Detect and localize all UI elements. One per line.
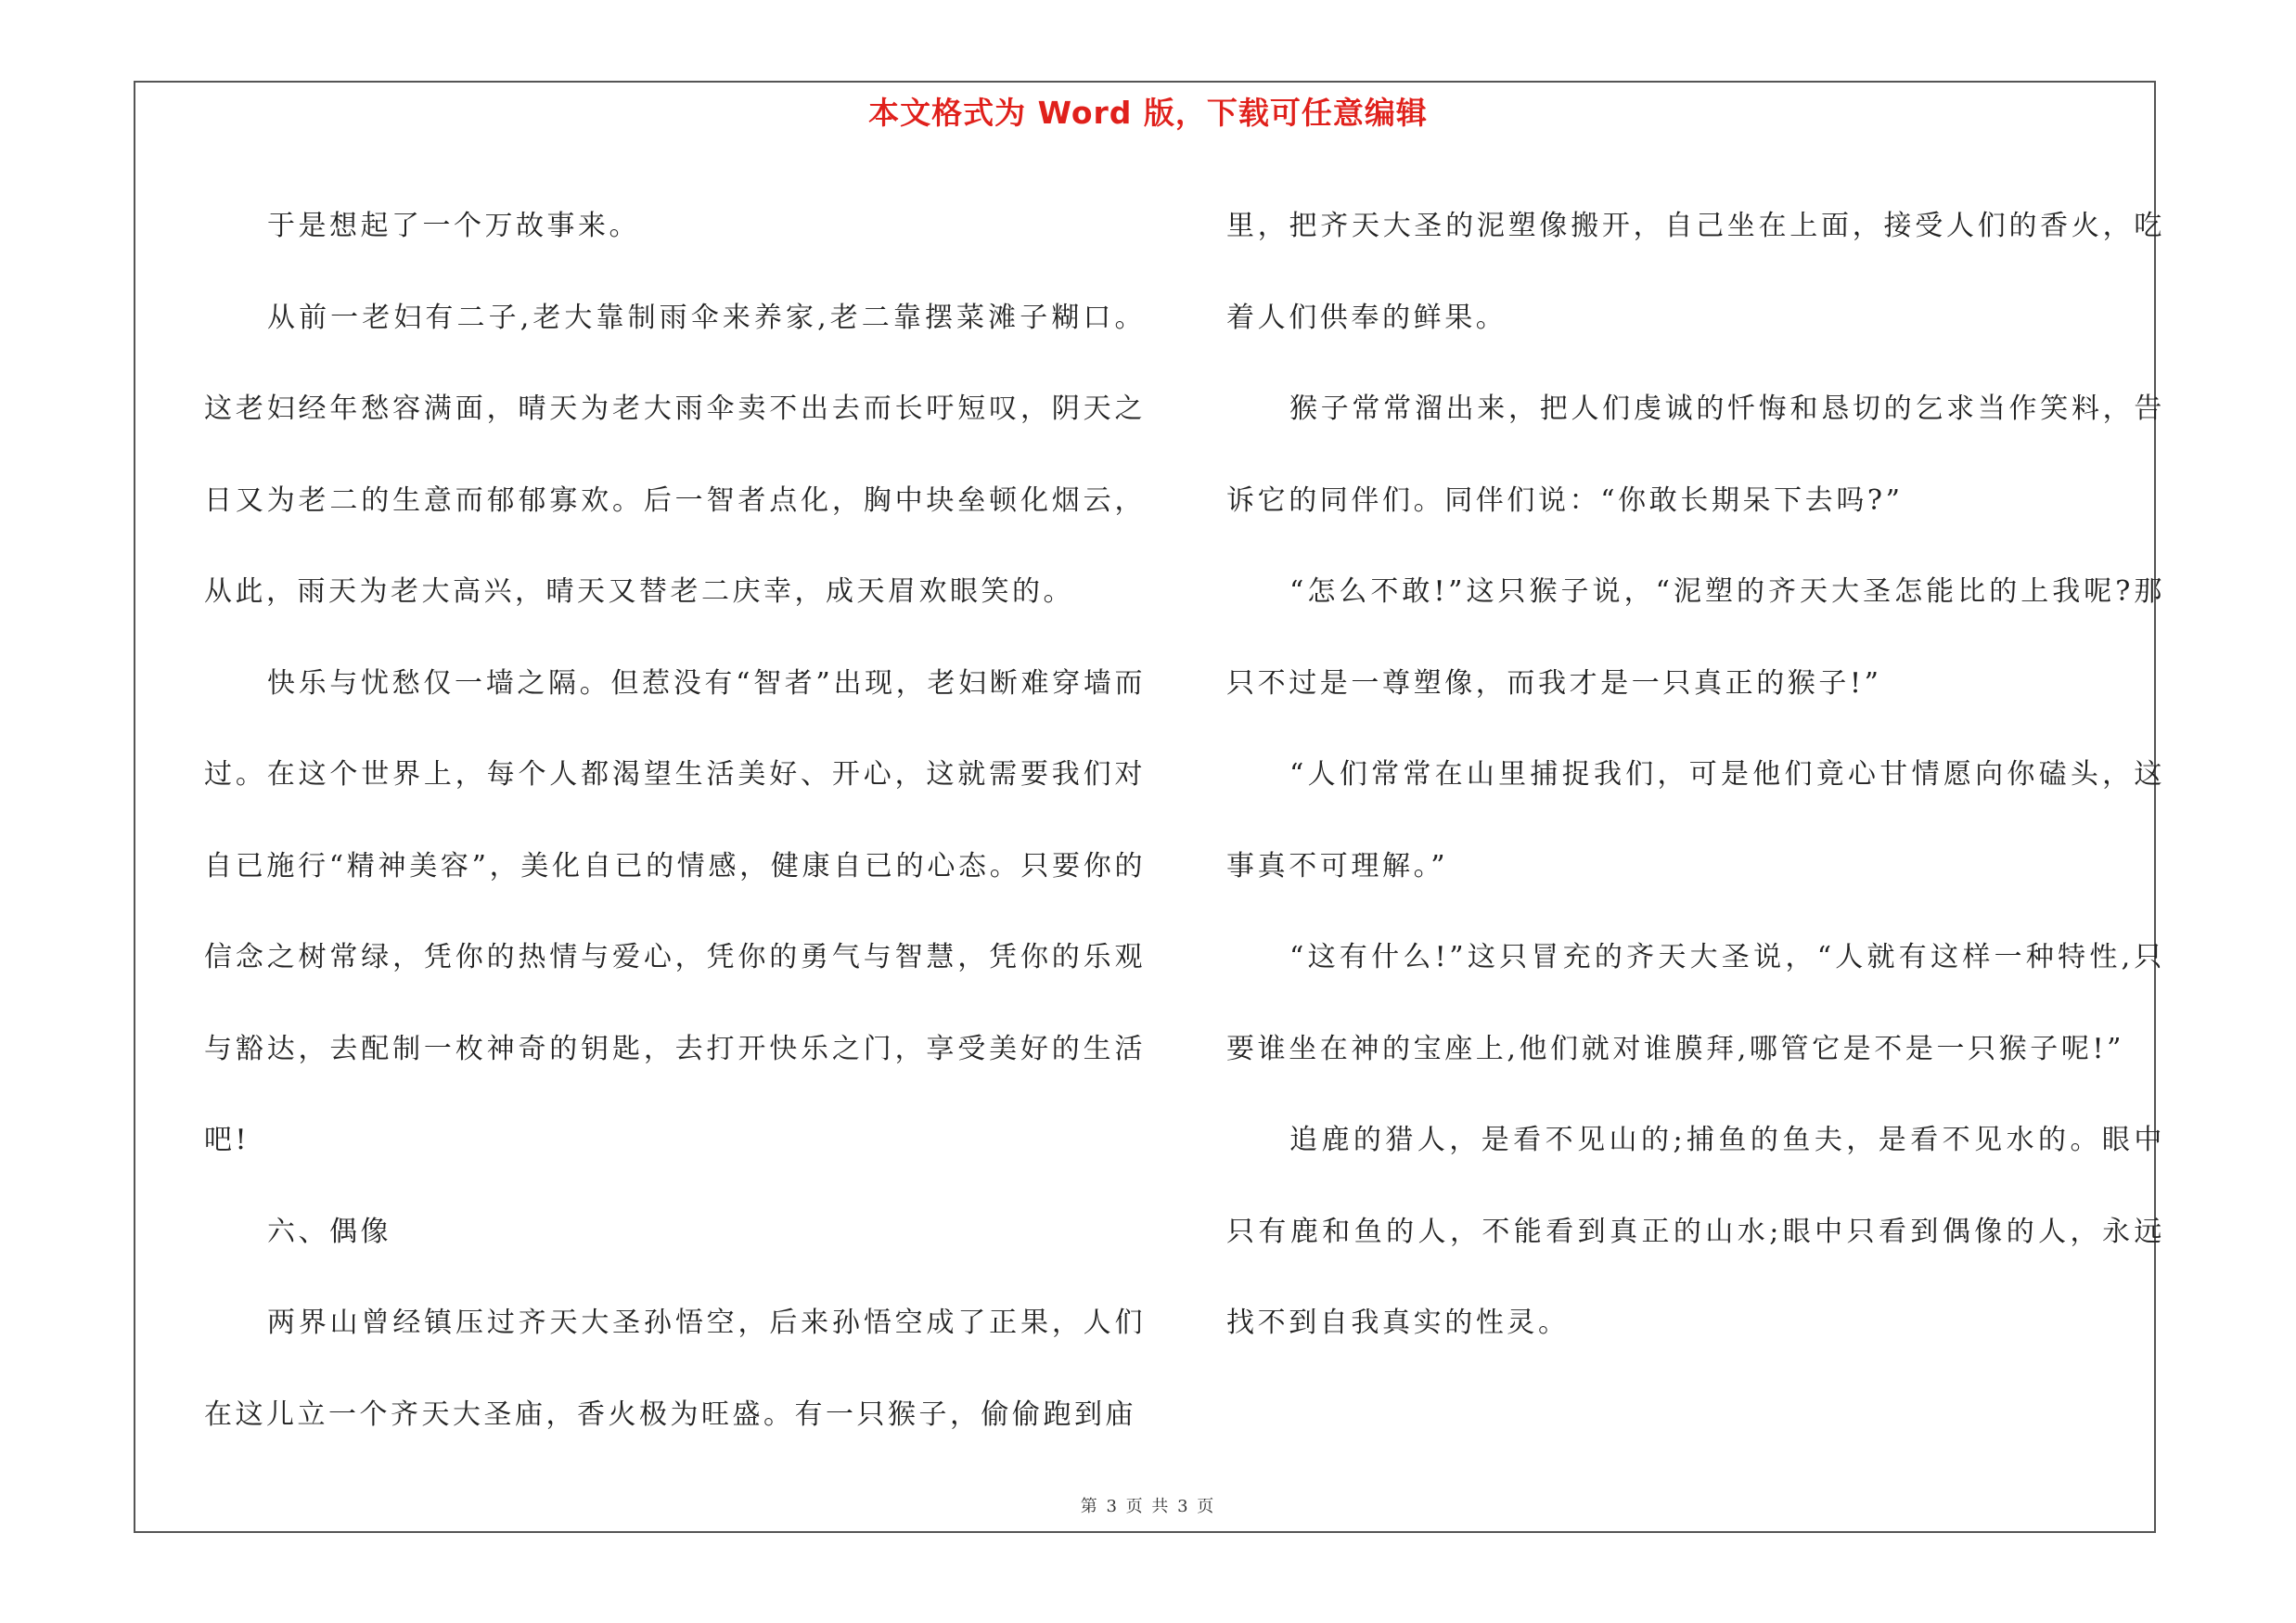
- paragraph: 猴子常常溜出来，把人们虔诚的忏悔和恳切的乞求当作笑料，告诉它的同伴们。同伴们说：“你敢长期呆下去吗?”: [1226, 393, 2165, 517]
- right-column: [1226, 181, 2165, 1370]
- paragraph: “人们常常在山里捕捉我们，可是他们竟心甘情愿向你磕头，这事真不可理解。”: [1226, 758, 2165, 882]
- paragraph: “这有什么!”这只冒充的齐天大圣说，“人就有这样一种特性,只要谁坐在神的宝座上,他们就对谁膜拜,哪管它是不是一只猴子呢!”: [1226, 941, 2165, 1065]
- page-number: 第 3 页 共 3 页: [1080, 1497, 1216, 1516]
- paragraph: 里，把齐天大圣的泥塑像搬开，自己坐在上面，接受人们的香火，吃着人们供奉的鲜果。: [1226, 210, 2165, 334]
- paragraph: 从前一老妇有二子,老大靠制雨伞来养家,老二靠摆菜滩子糊口。这老妇经年愁容满面，晴天为老大雨伞卖不出去而长吁短叹，阴天之日又为老二的生意而郁郁寡欢。后一智者点化，胸中块垒顿化烟云，从此，雨天为老大高兴，晴天又替老二庆幸，成天眉欢眼笑的。: [204, 301, 1146, 608]
- header-banner: 本文格式为 Word 版，下载可任意编辑: [868, 95, 1428, 131]
- paragraph: “怎么不敢!”这只猴子说，“泥塑的齐天大圣怎能比的上我呢?那只不过是一尊塑像，而我才是一只真正的猴子!”: [1226, 575, 2165, 700]
- paragraph: 快乐与忧愁仅一墙之隔。但惹没有“智者”出现，老妇断难穿墙而过。在这个世界上，每个人都渴望生活美好、开心，这就需要我们对自已施行“精神美容”，美化自已的情感，健康自已的心态。只要你的信念之树常绿，凭你的热情与爱心，凭你的勇气与智慧，凭你的乐观与豁达，去配制一枚神奇的钥匙，去打开快乐之门，享受美好的生活吧!: [204, 666, 1146, 1156]
- left-column: [204, 181, 1146, 1461]
- section-heading: 六、偶像: [267, 1215, 391, 1248]
- paragraph: 追鹿的猎人，是看不见山的;捕鱼的鱼夫，是看不见水的。眼中只有鹿和鱼的人，不能看到真正的山水;眼中只看到偶像的人，永远找不到自我真实的性灵。: [1226, 1124, 2165, 1339]
- paragraph: 于是想起了一个万故事来。: [267, 210, 640, 242]
- paragraph: 两界山曾经镇压过齐天大圣孙悟空，后来孙悟空成了正果，人们在这儿立一个齐天大圣庙，香火极为旺盛。有一只猴子，偷偷跑到庙: [204, 1307, 1146, 1431]
